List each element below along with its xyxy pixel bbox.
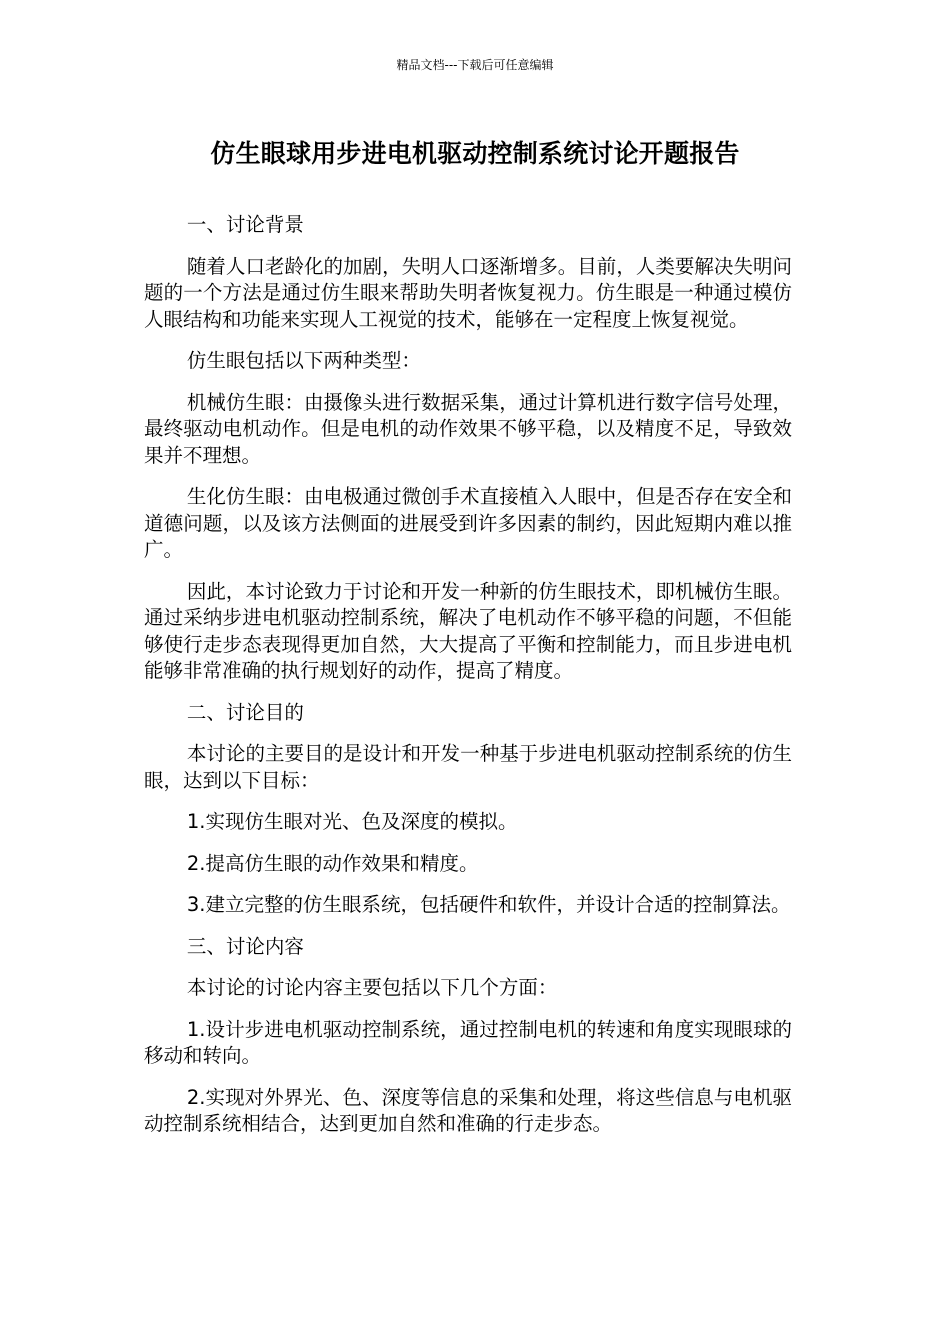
section-heading-background: 一、讨论背景 (186, 213, 304, 236)
paragraph-content-intro: 本讨论的讨论内容主要包括以下几个方面： (186, 976, 558, 999)
paragraph-mechanical-eye: 机械仿生眼：由摄像头进行数据采集，通过计算机进行数字信号处理，最终驱动电机动作。但是电机的动作效果不够平稳，以及精度不足，导致效果并不理想。 (144, 390, 792, 467)
list-item-content-1: 1.设计步进电机驱动控制系统，通过控制电机的转速和角度实现眼球的移动和转向。 (144, 1017, 792, 1067)
document-title: 仿生眼球用步进电机驱动控制系统讨论开题报告 (210, 139, 740, 168)
page-header: 精品文档---下载后可任意编辑 (396, 58, 554, 72)
list-item-content-2: 2.实现对外界光、色、深度等信息的采集和处理，将这些信息与电机驱动控制系统相结合，达到更加自然和准确的行走步态。 (144, 1085, 792, 1135)
list-item-goal-2: 2.提高仿生眼的动作效果和精度。 (186, 851, 479, 875)
section-heading-purpose: 二、讨论目的 (186, 700, 304, 724)
document-body (144, 212, 792, 1153)
paragraph-purpose-intro: 本讨论的主要目的是设计和开发一种基于步进电机驱动控制系统的仿生眼，达到以下目标： (144, 742, 792, 792)
list-item-goal-1: 1.实现仿生眼对光、色及深度的模拟。 (186, 810, 518, 833)
section-heading-content: 三、讨论内容 (186, 934, 304, 958)
paragraph-background-intro: 随着人口老龄化的加剧，失明人口逐渐增多。目前，人类要解决失明问题的一个方法是通过仿生眼来帮助失明者恢复视力。仿生眼是一种通过模仿人眼结构和功能来实现人工视觉的技术，能够在一定程度上恢复视觉。 (144, 254, 792, 331)
paragraph-bionic-eye-types: 仿生眼包括以下两种类型： (186, 349, 421, 372)
list-item-goal-3: 3.建立完整的仿生眼系统，包括硬件和软件，并设计合适的控制算法。 (186, 893, 791, 916)
paragraph-research-direction: 因此，本讨论致力于讨论和开发一种新的仿生眼技术，即机械仿生眼。通过采纳步进电机驱动控制系统，解决了电机动作不够平稳的问题，不但能够使行走步态表现得更加自然，大大提高了平衡和控制能力，而且步进电机能够非常准确的执行规划好的动作，提高了精度。 (144, 579, 792, 682)
paragraph-biochemical-eye: 生化仿生眼：由电极通过微创手术直接植入人眼中，但是否存在安全和道德问题，以及该方法侧面的进展受到许多因素的制约，因此短期内难以推广。 (144, 485, 792, 561)
